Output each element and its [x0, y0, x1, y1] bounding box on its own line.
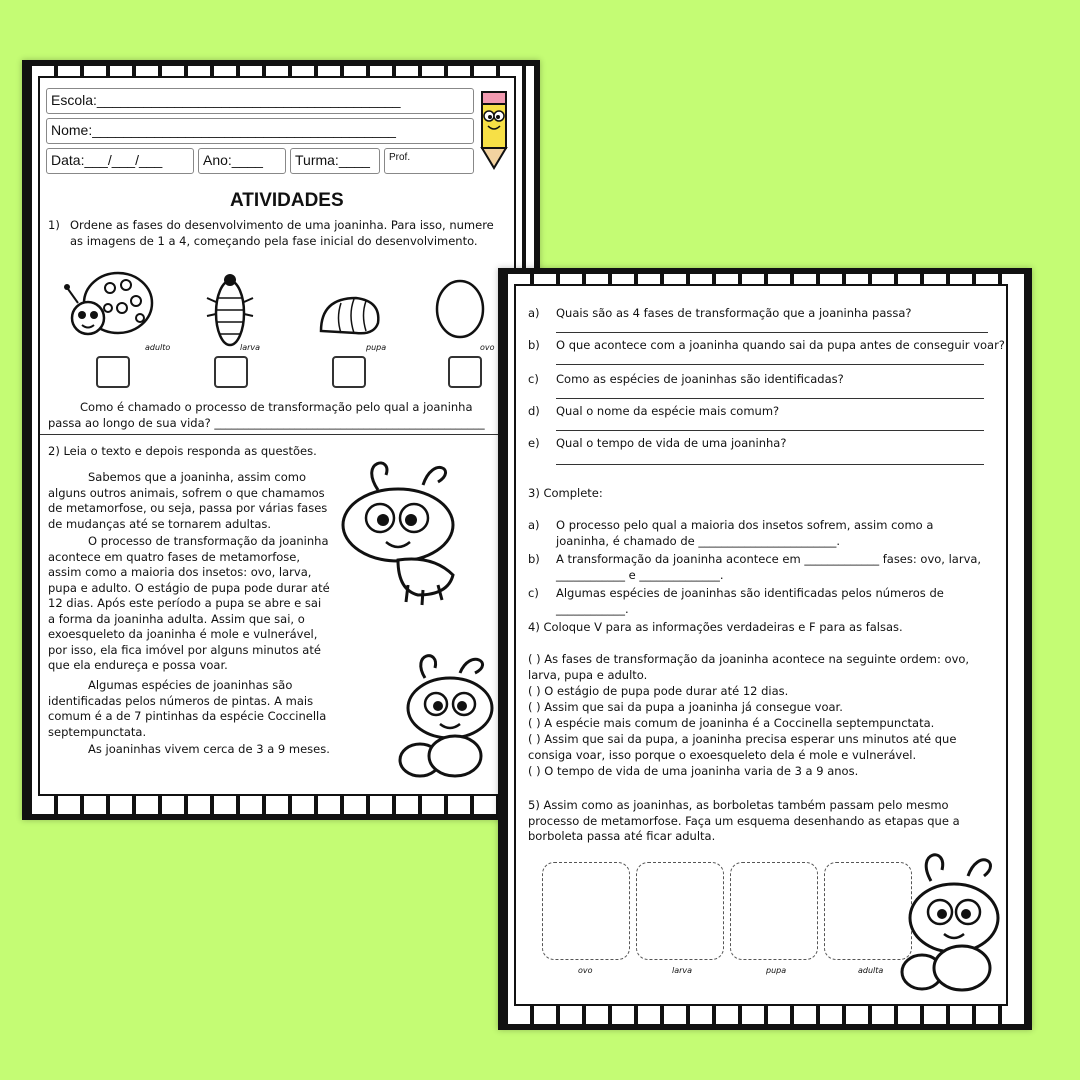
box-label-adulta: adulta [858, 966, 884, 975]
q4-item-6: ( ) O tempo de vida de uma joaninha varia de 3 a 9 anos. [528, 764, 859, 778]
ladybug-mascot-icon [338, 450, 468, 610]
question-a-text: Quais são as 4 fases de transformação que a joaninha passa? [556, 306, 912, 320]
q4-item-2: ( ) O estágio de pupa pode durar até 12 dias. [528, 684, 789, 698]
q4-title: 4) Coloque V para as informações verdadeiras e F para as falsas. [528, 620, 903, 634]
order-box-3[interactable] [332, 356, 366, 388]
drawing-box-pupa[interactable] [730, 862, 818, 960]
q4-item-3: ( ) Assim que sai da pupa a joaninha já consegue voar. [528, 700, 843, 714]
page-title: ATIVIDADES [230, 190, 344, 211]
q3-c-text: Algumas espécies de joaninhas são identificadas pelos números de ____________. [556, 586, 944, 616]
question-d-text: Qual o nome da espécie mais comum? [556, 404, 780, 418]
answer-line-b[interactable] [556, 364, 984, 365]
question-b-letter: b) [528, 338, 540, 352]
q3-title: 3) Complete: [528, 486, 603, 500]
ano-field[interactable]: Ano:____ [198, 148, 286, 174]
q4-item-1: ( ) As fases de transformação da joaninha acontece na seguinte ordem: ovo, larva, pupa e adulto. [528, 652, 970, 682]
question-c-text: Como as espécies de joaninhas são identificadas? [556, 372, 844, 386]
q3-b-letter: b) [528, 552, 540, 566]
answer-line-a[interactable] [556, 332, 988, 333]
question-a-letter: a) [528, 306, 540, 320]
q2-paragraph-3: Algumas espécies de joaninhas são identificadas pelos números de pintas. A mais comum é a de 7 pintinhas da espécie Coccinella septempunctata. [48, 678, 327, 739]
q1-text: Ordene as fases do desenvolvimento de uma joaninha. Para isso, numere as imagens de 1 a 4, começando pela fase inicial do desenvolvimento. [70, 218, 494, 248]
escola-field[interactable]: Escola:_______________________________________ [46, 88, 474, 114]
answer-line-e[interactable] [556, 464, 984, 465]
drawing-box-larva[interactable] [636, 862, 724, 960]
q3-b-text: A transformação da joaninha acontece em _____________ fases: ovo, larva, ____________ e ______________. [556, 552, 982, 582]
ladybug-egg-icon [434, 278, 486, 340]
turma-field[interactable]: Turma:____ [290, 148, 380, 174]
ladybug-adult-icon [60, 263, 160, 348]
data-field[interactable]: Data:___/___/___ [46, 148, 194, 174]
q2-paragraph-4: As joaninhas vivem cerca de 3 a 9 meses. [88, 742, 330, 756]
label-pupa: pupa [366, 343, 387, 352]
nome-field[interactable]: Nome:_______________________________________ [46, 118, 474, 144]
q2-paragraph-2: O processo de transformação da joaninha acontece em quatro fases de metamorfose, assim como a maioria dos insetos: ovo, larva, pupa e adulto. O estágio de pupa pode durar até 12 dias. Após este período a pupa se abre e sai a forma da joaninha adulta. Assim que sai, o exoesqueleto da joaninha é mole e vulnerável, por isso, ela fica imóvel por alguns minutos até que ela endureça e possa voar. [48, 534, 330, 672]
caterpillar-mascot-icon-2 [896, 846, 1004, 996]
page-1-content [38, 76, 516, 796]
answer-line-d[interactable] [556, 430, 984, 431]
q1-follow-question: Como é chamado o processo de transformação pelo qual a joaninha passa ao longo de sua vida? _______________________________________________ [48, 400, 485, 430]
box-label-pupa: pupa [766, 966, 787, 975]
question-d-letter: d) [528, 404, 540, 418]
order-box-4[interactable] [448, 356, 482, 388]
question-c-letter: c) [528, 372, 539, 386]
drawing-box-ovo[interactable] [542, 862, 630, 960]
label-larva: larva [240, 343, 261, 352]
pencil-mascot-icon [476, 90, 512, 170]
ladybug-larva-icon [205, 268, 255, 353]
answer-line-c[interactable] [556, 398, 984, 399]
prof-field[interactable]: Prof. [384, 148, 474, 174]
page-2-content [514, 284, 1008, 1006]
label-ovo: ovo [480, 343, 495, 352]
q2-title: 2) Leia o texto e depois responda as questões. [48, 444, 317, 458]
order-box-1[interactable] [96, 356, 130, 388]
order-box-2[interactable] [214, 356, 248, 388]
q3-a-text: O processo pelo qual a maioria dos insetos sofrem, assim como a joaninha, é chamado de ________________________. [556, 518, 934, 548]
worksheet-page-2 [498, 268, 1032, 1030]
label-adulto: adulto [145, 343, 171, 352]
q4-item-5: ( ) Assim que sai da pupa, a joaninha precisa esperar uns minutos até que consiga voar, isso porque o exoesqueleto dela é mole e vulnerável. [528, 732, 957, 762]
q3-a-letter: a) [528, 518, 540, 532]
question-b-text: O que acontece com a joaninha quando sai da pupa antes de conseguir voar? [556, 338, 1005, 352]
worksheet-page-1 [22, 60, 540, 820]
box-label-ovo: ovo [578, 966, 593, 975]
question-e-letter: e) [528, 436, 540, 450]
q4-item-4: ( ) A espécie mais comum de joaninha é a Coccinella septempunctata. [528, 716, 935, 730]
q1-number: 1) [48, 218, 60, 232]
q2-paragraph-1: Sabemos que a joaninha, assim como alguns outros animais, sofrem o que chamamos de metamorfose, ou seja, passa por várias fases de mudanças até se tornarem adultas. [48, 470, 328, 531]
q3-c-letter: c) [528, 586, 539, 600]
caterpillar-mascot-icon [390, 648, 500, 783]
section-divider [40, 434, 514, 435]
q5-text: 5) Assim como as joaninhas, as borboletas também passam pelo mesmo processo de metamorfose. Faça um esquema desenhando as etapas que a borboleta passa até ficar adulta. [528, 798, 960, 843]
ladybug-pupa-icon [316, 293, 386, 338]
question-e-text: Qual o tempo de vida de uma joaninha? [556, 436, 787, 450]
box-label-larva: larva [672, 966, 693, 975]
